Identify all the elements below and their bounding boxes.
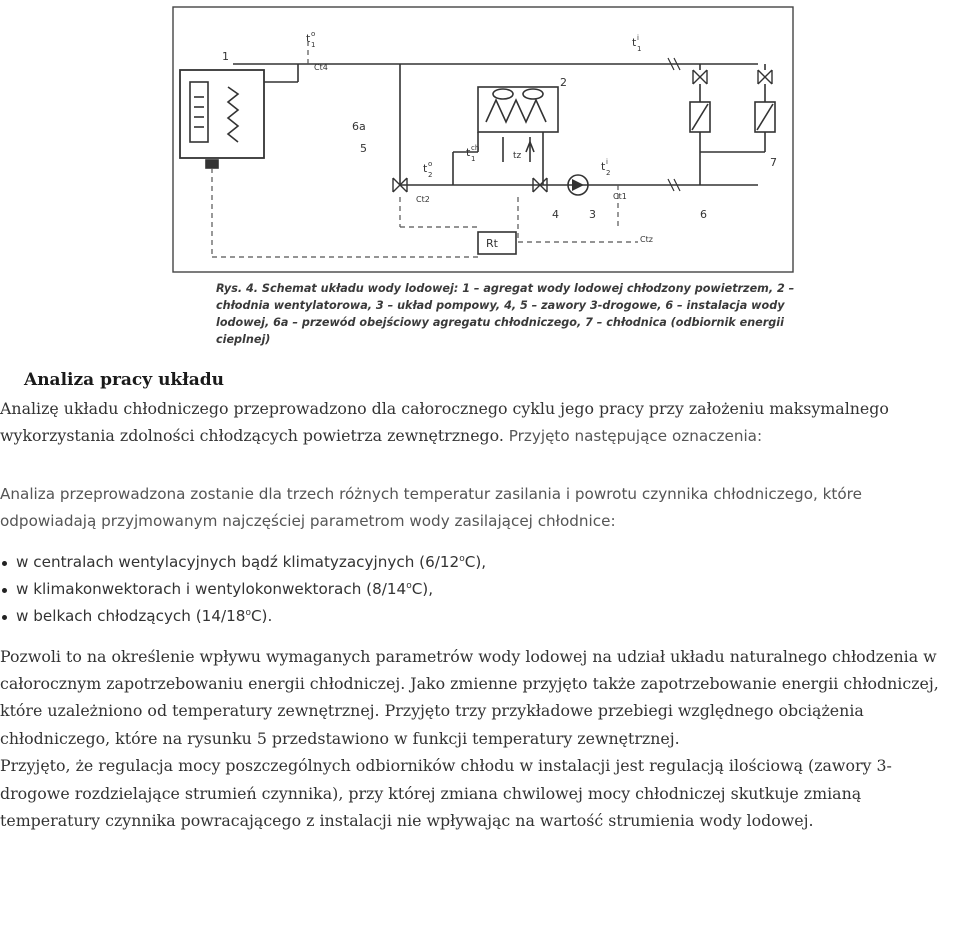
- label-4: 4: [552, 208, 559, 221]
- label-t1i-sub: 1: [637, 45, 642, 53]
- load-paragraph: Pozwoli to na określenie wpływu wymaganych parametrów wody lodowej na udział układu naturalnego chłodzenia w całorocznym zapotrzebowaniu energii chłodniczej. Jako zmienne przyjęto także zapotrzebowanie energii chłodniczej, które uzależniono od temperatury zewnętrznej. Przyjęto trzy przykładowe przebiegi względnego obciążenia chłodniczego, które na rysunku 5 przedstawiono w funkcji temperatury zewnętrznej.: [0, 646, 939, 748]
- regulation-paragraph: Przyjęto, że regulacja mocy poszczególnych odbiorników chłodu w instalacji jest regulacją ilościową (zawory 3-drogowe rozdzielające strumień czynnika), przy której zmiana chwilowej mocy chłodniczej skutkuje zmianą temperatury czynnika powracającego z instalacji nie wpływając na wartość strumienia wody lodowej.: [0, 756, 892, 831]
- label-1: 1: [222, 50, 229, 63]
- schematic-figure: [168, 2, 806, 350]
- intro-text: Analizę układu chłodniczego przeprowadzono dla całorocznego cyklu jego pracy przy założeniu maksymalnego wykorzystania zdolności chłodzących powietrza zewnętrznego.: [0, 399, 889, 446]
- label-t2o-sub: 2: [428, 171, 433, 179]
- label-ct1: Ct1: [613, 192, 627, 201]
- temperatures-paragraph: Analiza przeprowadzona zostanie dla trzech różnych temperatur zasilania i powrotu czynnika chłodniczego, które odpowiadają przyjmowanym najczęściej parametrom wody zasilającej chłodnice:: [0, 484, 862, 531]
- schematic-labels: [168, 2, 806, 282]
- label-6a: 6a: [352, 120, 366, 133]
- label-t1i-sup: i: [637, 34, 639, 42]
- label-ct4: Ct4: [314, 63, 328, 72]
- label-ctz: Ctz: [640, 235, 653, 244]
- label-ct2: Ct2: [416, 195, 430, 204]
- label-7: 7: [770, 156, 777, 169]
- intro-paragraph: [0, 395, 960, 451]
- label-t2i: t: [601, 160, 606, 173]
- label-t1o-sup: o: [311, 30, 316, 38]
- label-tch: t: [466, 146, 471, 159]
- label-t2i-sub: 2: [606, 169, 611, 177]
- label-rt: Rt: [486, 237, 498, 250]
- figure-caption: Rys. 4. Schemat układu wody lodowej: 1 – agregat wody lodowej chłodzony powietrzem, 2 – chłodnia wentylatorowa, 3 – układ pompowy, 4, 5 – zawory 3-drogowe, 6 – instalacja wody lodowej, 6a – przewód obejściowy agregatu chłodniczego, 7 – chłodnica (odbiornik energii cieplnej): [216, 282, 795, 346]
- label-tch-sup: ch: [471, 144, 480, 152]
- label-5: 5: [360, 142, 367, 155]
- label-t2o-sup: o: [428, 160, 433, 168]
- label-6: 6: [700, 208, 707, 221]
- label-t1i: t: [632, 36, 637, 49]
- label-tz: tz: [513, 151, 522, 161]
- list-item: w belkach chłodzących (14/18$^o$C).: [0, 603, 960, 630]
- list-item: w klimakonwektorach i wentylokonwektorach (8/14$^o$C),: [0, 576, 960, 603]
- label-t2o: t: [423, 162, 428, 175]
- label-t1o: t: [306, 32, 311, 45]
- intro-sans-text: Przyjęto następujące oznaczenia:: [503, 427, 763, 446]
- label-t2i-sup: i: [606, 158, 608, 166]
- section-heading: Analiza pracy układu: [24, 370, 225, 390]
- article-body: [0, 370, 960, 834]
- label-2: 2: [560, 76, 567, 89]
- label-tch-sub: 1: [471, 155, 476, 163]
- list-item: w centralach wentylacyjnych bądź klimatyzacyjnych (6/12$^o$C),: [0, 549, 960, 576]
- temperatures-list: [0, 549, 960, 630]
- label-t1o-sub: 1: [311, 41, 316, 49]
- label-3: 3: [589, 208, 596, 221]
